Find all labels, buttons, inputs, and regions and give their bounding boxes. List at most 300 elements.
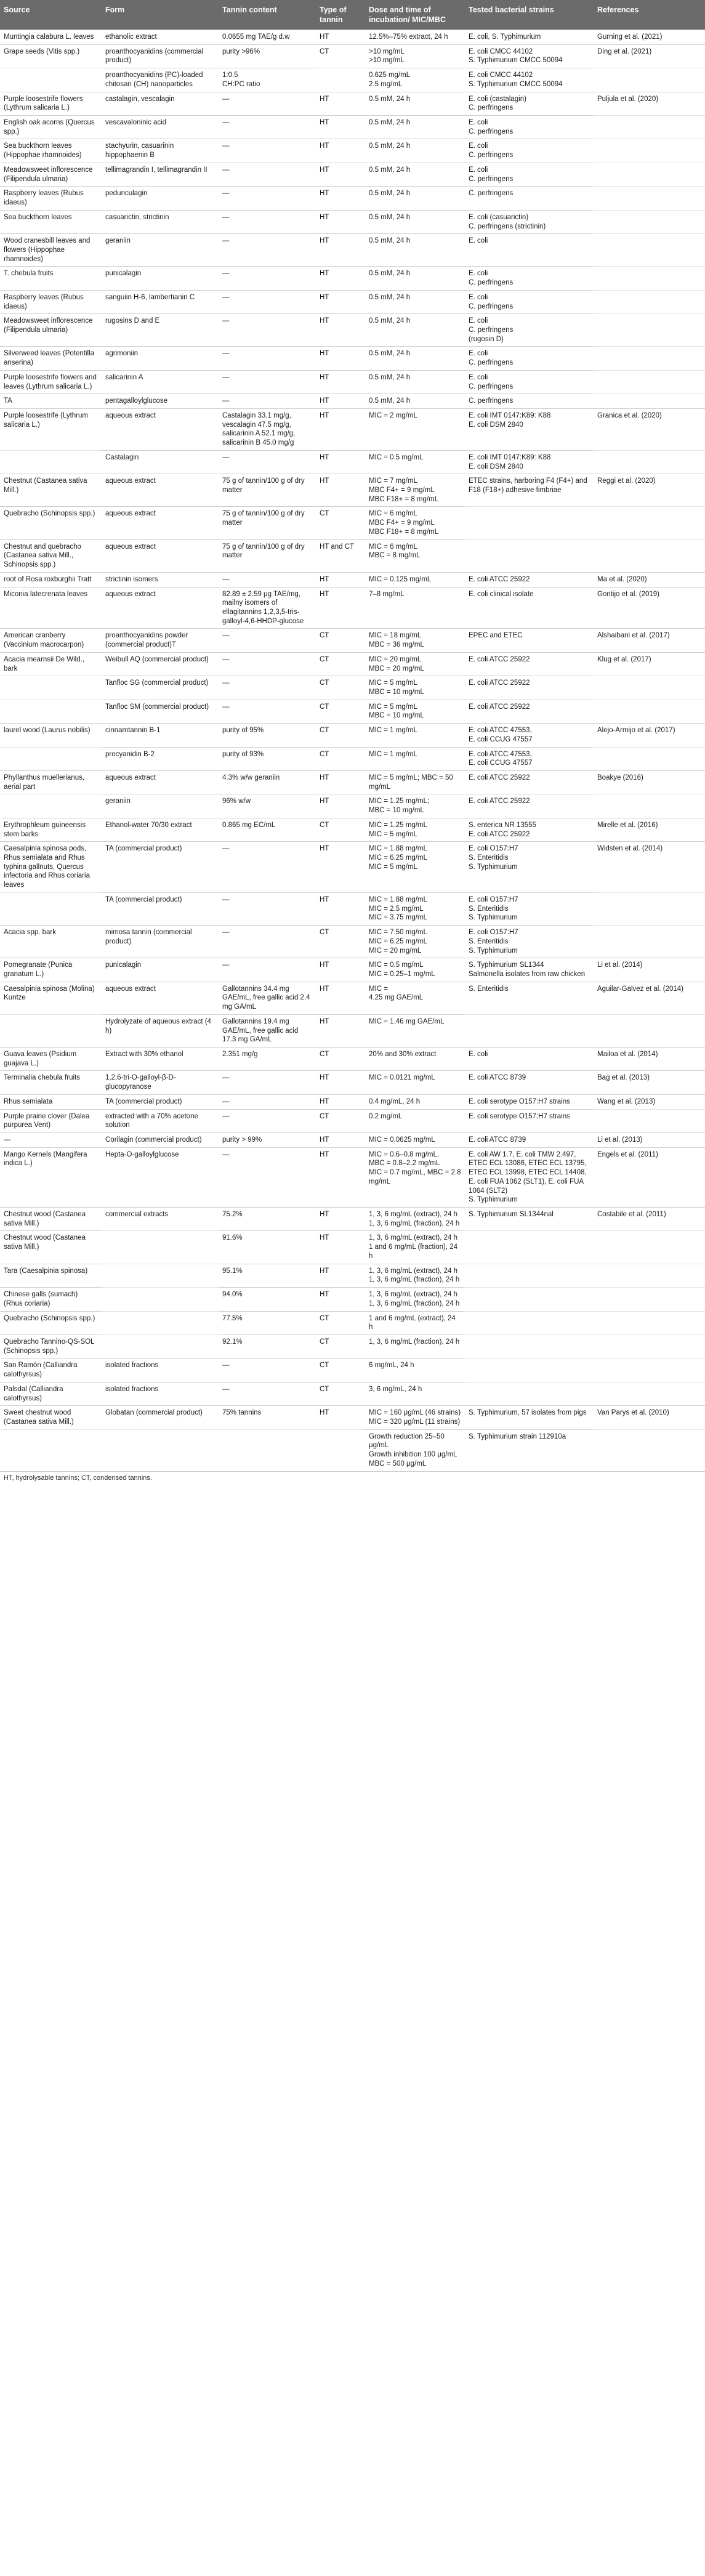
table-row <box>0 1094 705 1109</box>
table-row <box>0 1047 705 1070</box>
cell-tannin-content <box>219 1014 316 1047</box>
cell-reference <box>594 676 705 700</box>
form-text: sanguiin H-6, lambertianin C <box>105 293 195 301</box>
cell-form <box>102 1334 219 1358</box>
cell-source <box>0 450 102 474</box>
cell-form <box>102 139 219 163</box>
cell-tannin-type <box>316 652 365 676</box>
tannin-content-text: — <box>222 655 230 663</box>
bacterial-strains-text: E. coli C. perfringens <box>469 119 514 135</box>
cell-source <box>0 139 102 163</box>
table-row <box>0 314 705 347</box>
source-text: Muntingia calabura L. leaves <box>4 33 94 41</box>
cell-form <box>102 1406 219 1429</box>
bacterial-strains-text: E. coli C. perfringens <box>469 373 514 390</box>
form-text: stachyurin, casuarinin hippophaenin B <box>105 142 174 159</box>
dose-mic-mbc-text: MIC = 0.0625 mg/mL <box>369 1136 435 1144</box>
table-row <box>0 347 705 370</box>
cell-reference <box>594 370 705 394</box>
table-row <box>0 507 705 539</box>
tannin-type-text: CT <box>320 510 329 518</box>
cell-reference <box>594 892 705 925</box>
tannin-type-text: CT <box>320 1314 329 1322</box>
cell-tannin-type <box>316 267 365 290</box>
cell-tannin-type <box>316 474 365 507</box>
reference-text: Boakye (2016) <box>597 774 643 781</box>
cell-tannin-type <box>316 1109 365 1133</box>
cell-reference <box>594 539 705 572</box>
cell-dose-mic-mbc <box>365 587 465 629</box>
reference-text: Li et al. (2014) <box>597 961 643 969</box>
cell-tannin-content <box>219 450 316 474</box>
bacterial-strains-text: E. coli serotype O157:H7 strains <box>469 1097 570 1105</box>
cell-tannin-content <box>219 370 316 394</box>
cell-reference <box>594 347 705 370</box>
tannin-content-text: Gallotannins 34.4 mg GAE/mL, free gallic acid 2.4 mg GA/mL <box>222 985 310 1011</box>
header-references: References <box>597 6 639 14</box>
cell-bacterial-strains <box>465 629 594 652</box>
dose-mic-mbc-text: 6 mg/mL, 24 h <box>369 1362 414 1370</box>
cell-source <box>0 1231 102 1264</box>
cell-source <box>0 587 102 629</box>
tannin-content-text: — <box>222 373 230 381</box>
dose-mic-mbc-text: 12.5%–75% extract, 24 h <box>369 33 448 41</box>
cell-tannin-type <box>316 771 365 794</box>
tannin-type-text: CT <box>320 655 329 663</box>
tannin-type-text: HT <box>320 1017 329 1025</box>
tannin-content-text: 94.0% <box>222 1291 243 1299</box>
cell-source <box>0 1208 102 1231</box>
cell-tannin-type <box>316 370 365 394</box>
form-text: TA (commercial product) <box>105 895 182 903</box>
cell-tannin-content <box>219 958 316 982</box>
cell-reference <box>594 1334 705 1358</box>
cell-dose-mic-mbc <box>365 68 465 92</box>
bacterial-strains-text: E. coli ATCC 8739 <box>469 1074 526 1082</box>
table-row <box>0 587 705 629</box>
bacterial-strains-text: E. coli O157:H7 S. Enteritidis S. Typhimurium <box>469 895 518 922</box>
cell-form <box>102 982 219 1014</box>
cell-dose-mic-mbc <box>365 892 465 925</box>
cell-tannin-content <box>219 290 316 313</box>
cell-dose-mic-mbc <box>365 163 465 186</box>
cell-dose-mic-mbc <box>365 794 465 818</box>
cell-dose-mic-mbc <box>365 1359 465 1382</box>
cell-bacterial-strains <box>465 892 594 925</box>
dose-mic-mbc-text: 0.5 mM, 24 h <box>369 373 411 381</box>
cell-form <box>102 539 219 572</box>
cell-form <box>102 747 219 770</box>
source-text: Purple prairie clover (Dalea purpurea Vent) <box>4 1112 90 1129</box>
cell-dose-mic-mbc <box>365 394 465 409</box>
tannin-type-text: HT <box>320 1267 329 1275</box>
cell-bacterial-strains <box>465 1071 594 1094</box>
table-row <box>0 1429 705 1471</box>
cell-dose-mic-mbc <box>365 1071 465 1094</box>
cell-bacterial-strains <box>465 1147 594 1207</box>
cell-dose-mic-mbc <box>365 30 465 45</box>
tannin-content-text: — <box>222 845 230 853</box>
reference-text: Bag et al. (2013) <box>597 1074 650 1082</box>
cell-form <box>102 700 219 723</box>
cell-dose-mic-mbc <box>365 210 465 233</box>
cell-dose-mic-mbc <box>365 474 465 507</box>
source-text: Caesalpinia spinosa pods, Rhus semialata and Rhus typhina gallnuts, Quercus infectoria and Rhus coriaria leaves <box>4 845 90 889</box>
tannin-type-text: HT <box>320 477 329 485</box>
header-row <box>0 0 705 30</box>
cell-dose-mic-mbc <box>365 1429 465 1471</box>
table-footnote: HT, hydrolysable tannins; CT, condensed tannins. <box>4 1474 152 1482</box>
tannin-type-text: HT <box>320 453 329 461</box>
source-text: Phyllanthus muellerianus, aerial part <box>4 774 85 791</box>
cell-reference <box>594 1382 705 1405</box>
cell-bacterial-strains <box>465 1429 594 1471</box>
cell-source <box>0 652 102 676</box>
bacterial-strains-text: E. coli ATCC 25922 <box>469 774 530 781</box>
cell-tannin-content <box>219 507 316 539</box>
source-text: Pomegranate (Punica granatum L.) <box>4 961 73 978</box>
cell-tannin-content <box>219 314 316 347</box>
cell-dose-mic-mbc <box>365 290 465 313</box>
cell-source <box>0 1133 102 1148</box>
cell-reference <box>594 116 705 139</box>
source-text: Sweet chestnut wood (Castanea sativa Mill.) <box>4 1409 74 1426</box>
cell-dose-mic-mbc <box>365 1231 465 1264</box>
cell-tannin-type <box>316 290 365 313</box>
cell-tannin-content <box>219 818 316 841</box>
bacterial-strains-text: E. coli ATCC 25922 <box>469 797 530 806</box>
source-text: Raspberry leaves (Rubus idaeus) <box>4 190 84 207</box>
dose-mic-mbc-text: MIC = 5 mg/mL; MBC = 50 mg/mL <box>369 774 453 791</box>
cell-source <box>0 290 102 313</box>
reference-text: Gurning et al. (2021) <box>597 33 663 41</box>
cell-bacterial-strains <box>465 676 594 700</box>
cell-form <box>102 507 219 539</box>
cell-bacterial-strains <box>465 409 594 451</box>
dose-mic-mbc-text: MIC = 4.25 mg GAE/mL <box>369 985 424 1002</box>
bacterial-strains-text: E. coli ATCC 47553, E. coli CCUG 47557 <box>469 727 533 743</box>
tannin-content-text: 75 g of tannin/100 g of dry matter <box>222 510 305 527</box>
table-row <box>0 409 705 451</box>
cell-tannin-type <box>316 314 365 347</box>
cell-tannin-type <box>316 234 365 267</box>
source-text: Chestnut wood (Castanea sativa Mill.) <box>4 1234 86 1251</box>
cell-bacterial-strains <box>465 1311 594 1334</box>
source-text: English oak acorns (Quercus spp.) <box>4 119 95 135</box>
dose-mic-mbc-text: 3, 6 mg/mL, 24 h <box>369 1385 422 1393</box>
cell-tannin-type <box>316 587 365 629</box>
cell-tannin-content <box>219 1429 316 1471</box>
cell-dose-mic-mbc <box>365 450 465 474</box>
source-text: Erythrophleum guineensis stem barks <box>4 821 86 838</box>
tannin-type-text: CT <box>320 1050 329 1058</box>
bacterial-strains-text: E. coli ATCC 25922 <box>469 679 530 687</box>
cell-dose-mic-mbc <box>365 982 465 1014</box>
cell-source <box>0 1311 102 1334</box>
tannin-content-text: — <box>222 190 230 198</box>
cell-tannin-content <box>219 700 316 723</box>
table-row <box>0 1231 705 1264</box>
cell-source <box>0 1109 102 1133</box>
cell-tannin-type <box>316 116 365 139</box>
cell-tannin-content <box>219 652 316 676</box>
cell-form <box>102 474 219 507</box>
cell-bacterial-strains <box>465 572 594 587</box>
cell-reference <box>594 818 705 841</box>
cell-source <box>0 1094 102 1109</box>
table-row <box>0 842 705 893</box>
cell-tannin-content <box>219 1382 316 1405</box>
tannin-content-text: — <box>222 397 230 405</box>
form-text: punicalagin <box>105 270 142 278</box>
cell-tannin-content <box>219 44 316 68</box>
cell-reference <box>594 982 705 1014</box>
source-text: Silverweed leaves (Potentilla anserina) <box>4 350 95 367</box>
cell-dose-mic-mbc <box>365 314 465 347</box>
cell-bacterial-strains <box>465 314 594 347</box>
tannin-type-text: HT <box>320 237 329 245</box>
table-row <box>0 139 705 163</box>
cell-dose-mic-mbc <box>365 926 465 958</box>
cell-bacterial-strains <box>465 1133 594 1148</box>
source-text: Chestnut wood (Castanea sativa Mill.) <box>4 1211 86 1227</box>
dose-mic-mbc-text: 0.5 mM, 24 h <box>369 270 411 278</box>
cell-source <box>0 30 102 45</box>
tannin-content-text: — <box>222 1150 230 1158</box>
dose-mic-mbc-text: MIC = 7 mg/mL MBC F4+ = 9 mg/mL MBC F18+ = 8 mg/mL <box>369 477 439 503</box>
cell-source <box>0 394 102 409</box>
cell-tannin-type <box>316 1071 365 1094</box>
cell-bacterial-strains <box>465 30 594 45</box>
tannin-content-text: 95.1% <box>222 1267 243 1275</box>
tannin-type-text: HT <box>320 270 329 278</box>
cell-bacterial-strains <box>465 44 594 68</box>
form-text: Weibull AQ (commercial product) <box>105 655 209 663</box>
cell-form <box>102 68 219 92</box>
cell-form <box>102 370 219 394</box>
bacterial-strains-text: C. perfringens <box>469 397 514 405</box>
cell-dose-mic-mbc <box>365 409 465 451</box>
dose-mic-mbc-text: 0.5 mM, 24 h <box>369 397 411 405</box>
cell-tannin-type <box>316 1208 365 1231</box>
reference-text: Li et al. (2013) <box>597 1136 643 1144</box>
form-text: aqueous extract <box>105 510 156 518</box>
cell-form <box>102 1288 219 1311</box>
cell-tannin-content <box>219 409 316 451</box>
cell-reference <box>594 290 705 313</box>
form-text: proanthocyanidins (PC)-loaded chitosan (CH) nanoparticles <box>105 71 203 88</box>
cell-form <box>102 892 219 925</box>
tannin-type-text: HT <box>320 1150 329 1158</box>
tannin-type-text: CT <box>320 929 329 937</box>
cell-form <box>102 1429 219 1471</box>
cell-tannin-type <box>316 347 365 370</box>
dose-mic-mbc-text: MIC = 1.46 mg GAE/mL <box>369 1017 445 1025</box>
tannin-type-text: CT <box>320 703 329 711</box>
cell-tannin-content <box>219 116 316 139</box>
header-dose: Dose and time of incubation/ MIC/MBC <box>369 6 446 24</box>
cell-bacterial-strains <box>465 450 594 474</box>
dose-mic-mbc-text: MIC = 1 mg/mL <box>369 750 417 758</box>
cell-form <box>102 818 219 841</box>
tannin-content-text: 0.865 mg EC/mL <box>222 821 276 829</box>
form-text: Extract with 30% ethanol <box>105 1050 183 1058</box>
tannin-type-text: HT <box>320 397 329 405</box>
form-text: 1,2,6-tri-O-galloyl-β-D-glucopyranose <box>105 1074 176 1091</box>
cell-tannin-type <box>316 1311 365 1334</box>
cell-source <box>0 539 102 572</box>
cell-dose-mic-mbc <box>365 1094 465 1109</box>
form-text: strictinin isomers <box>105 575 158 583</box>
cell-dose-mic-mbc <box>365 187 465 210</box>
table-row <box>0 210 705 233</box>
tannin-type-text: CT <box>320 727 329 735</box>
cell-bacterial-strains <box>465 187 594 210</box>
cell-tannin-content <box>219 539 316 572</box>
bacterial-strains-text: S. Typhimurium SL1344 Salmonella isolates from raw chicken <box>469 961 586 978</box>
tannin-content-text: 75 g of tannin/100 g of dry matter <box>222 543 305 560</box>
cell-form <box>102 210 219 233</box>
tannin-type-text: HT <box>320 774 329 781</box>
cell-dose-mic-mbc <box>365 139 465 163</box>
tannin-type-text: HT <box>320 985 329 993</box>
cell-reference <box>594 1147 705 1207</box>
tannin-type-text: HT <box>320 1409 329 1417</box>
bacterial-strains-text: E. coli <box>469 1050 488 1058</box>
bacterial-strains-text: E. coli serotype O157:H7 strains <box>469 1112 570 1120</box>
cell-form <box>102 163 219 186</box>
cell-tannin-type <box>316 1014 365 1047</box>
tannin-content-text: 1:0.5 CH:PC ratio <box>222 71 260 88</box>
cell-form <box>102 1047 219 1070</box>
cell-reference <box>594 267 705 290</box>
bacterial-strains-text: E. coli (castalagin) C. perfringens <box>469 95 526 112</box>
cell-bacterial-strains <box>465 1208 594 1231</box>
tannin-content-text: 91.6% <box>222 1234 243 1242</box>
source-text: Chestnut and quebracho (Castanea sativa Mill., Schinopsis spp.) <box>4 543 81 569</box>
cell-dose-mic-mbc <box>365 1109 465 1133</box>
cell-source <box>0 1288 102 1311</box>
cell-bacterial-strains <box>465 539 594 572</box>
bacterial-strains-text: E. coli IMT 0147:K89: K88 E. coli DSM 2840 <box>469 453 551 470</box>
reference-text: Engels et al. (2011) <box>597 1150 658 1158</box>
dose-mic-mbc-text: MIC = 5 mg/mL MBC = 10 mg/mL <box>369 703 424 720</box>
cell-bacterial-strains <box>465 1359 594 1382</box>
tannin-type-text: HT <box>320 373 329 381</box>
cell-tannin-content <box>219 926 316 958</box>
form-text: Tanfloc SM (commercial product) <box>105 703 209 711</box>
bacterial-strains-text: E. coli C. perfringens <box>469 142 514 159</box>
source-text: Quebracho Tannino-QS-SOL (Schinopsis spp.) <box>4 1338 95 1355</box>
dose-mic-mbc-text: 0.5 mM, 24 h <box>369 166 411 174</box>
table-row <box>0 290 705 313</box>
cell-form <box>102 1133 219 1148</box>
tannin-content-text: purity of 93% <box>222 750 264 758</box>
dose-mic-mbc-text: 7–8 mg/mL <box>369 590 405 598</box>
dose-mic-mbc-text: >10 mg/mL >10 mg/mL <box>369 47 405 65</box>
cell-tannin-content <box>219 30 316 45</box>
tannin-type-text: HT <box>320 1136 329 1144</box>
form-text: Hydrolyzate of aqueous extract (4 h) <box>105 1017 211 1035</box>
cell-reference <box>594 1311 705 1334</box>
cell-tannin-content <box>219 1264 316 1287</box>
cell-tannin-type <box>316 92 365 115</box>
reference-text: Granica et al. (2020) <box>597 412 662 419</box>
bacterial-strains-text: E. coli ATCC 47553, E. coli CCUG 47557 <box>469 750 533 767</box>
cell-dose-mic-mbc <box>365 1133 465 1148</box>
cell-reference <box>594 771 705 794</box>
cell-tannin-type <box>316 409 365 451</box>
cell-source <box>0 234 102 267</box>
cell-form <box>102 794 219 818</box>
cell-reference <box>594 747 705 770</box>
table-row <box>0 629 705 652</box>
cell-dose-mic-mbc <box>365 1334 465 1358</box>
cell-source <box>0 629 102 652</box>
cell-tannin-content <box>219 676 316 700</box>
tannin-content-text: 75% tannins <box>222 1409 262 1417</box>
table-row <box>0 771 705 794</box>
cell-form <box>102 1359 219 1382</box>
dose-mic-mbc-text: MIC = 0.5 mg/mL <box>369 453 424 461</box>
cell-tannin-content <box>219 267 316 290</box>
tannin-type-text: HT <box>320 590 329 598</box>
bacterial-strains-text: E. coli ATCC 25922 <box>469 655 530 663</box>
form-text: aqueous extract <box>105 774 156 781</box>
cell-tannin-type <box>316 139 365 163</box>
bacterial-strains-text: S. Typhimurium strain 112910a <box>469 1432 566 1440</box>
cell-reference <box>594 314 705 347</box>
source-text: Chinese galls (sumach) (Rhus coriaria) <box>4 1291 78 1307</box>
dose-mic-mbc-text: 20% and 30% extract <box>369 1050 437 1058</box>
cell-tannin-type <box>316 724 365 747</box>
cell-tannin-type <box>316 539 365 572</box>
cell-form <box>102 724 219 747</box>
cell-tannin-type <box>316 1047 365 1070</box>
table-row <box>0 30 705 45</box>
cell-tannin-type <box>316 1264 365 1287</box>
cell-bacterial-strains <box>465 1014 594 1047</box>
cell-tannin-content <box>219 68 316 92</box>
form-text: Castalagin <box>105 453 139 461</box>
source-text: Sea buckthorn leaves (Hippophae rhamnoides) <box>4 142 82 159</box>
bacterial-strains-text: E. coli C. perfringens (rugosin D) <box>469 317 514 343</box>
tannin-content-text: 82.89 ± 2.59 μg TAE/mg, mailny isomers of ellagitannins 1,2,3,5-tris-galloyl-4,6-HHDP-glucose <box>222 590 304 625</box>
reference-text: Widsten et al. (2014) <box>597 845 663 853</box>
table-row <box>0 450 705 474</box>
tannin-content-text: — <box>222 166 230 174</box>
tannin-content-text: purity >96% <box>222 47 260 55</box>
cell-tannin-type <box>316 572 365 587</box>
cell-source <box>0 1264 102 1287</box>
cell-tannin-content <box>219 474 316 507</box>
tannin-content-text: 92.1% <box>222 1338 243 1346</box>
cell-tannin-content <box>219 629 316 652</box>
cell-form <box>102 116 219 139</box>
cell-bacterial-strains <box>465 794 594 818</box>
cell-source <box>0 1382 102 1405</box>
reference-text: Gontijo et al. (2019) <box>597 590 660 598</box>
cell-bacterial-strains <box>465 1334 594 1358</box>
tannin-content-text: — <box>222 1097 230 1105</box>
bacterial-strains-text: E. coli C. perfringens <box>469 270 514 287</box>
tannin-type-text: HT <box>320 1211 329 1219</box>
table-row <box>0 116 705 139</box>
form-text: aqueous extract <box>105 543 156 551</box>
cell-bacterial-strains <box>465 818 594 841</box>
cell-dose-mic-mbc <box>365 1014 465 1047</box>
header-source: Source <box>4 6 30 14</box>
